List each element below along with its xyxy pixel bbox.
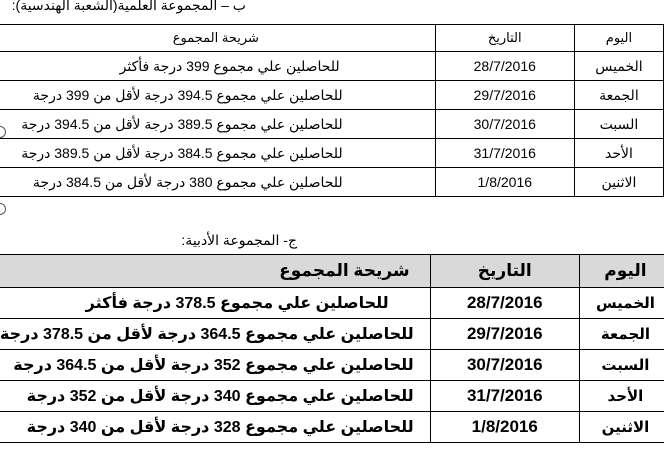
table-row: [0, 350, 664, 381]
date-cell: 29/7/2016: [435, 81, 574, 110]
date-cell: 1/8/2016: [435, 168, 574, 197]
scientific-section-heading: ب – المجموعة العلمية(الشعبة الهندسية):: [11, 0, 246, 13]
date-cell: 30/7/2016: [430, 350, 579, 381]
day-cell: الاثنين: [574, 168, 663, 197]
day-column-header: اليوم: [574, 25, 663, 52]
table-row: [0, 52, 664, 81]
date-cell: 29/7/2016: [430, 319, 579, 350]
table-header-row: [0, 255, 664, 288]
date-cell: 28/7/2016: [435, 52, 574, 81]
table-row: [0, 381, 664, 412]
date-cell: 1/8/2016: [430, 412, 579, 443]
table-row: [0, 319, 664, 350]
date-cell: 30/7/2016: [435, 110, 574, 139]
date-column-header: التاريخ: [430, 255, 579, 288]
day-cell: السبت: [574, 110, 663, 139]
range-column-header: شريحة المجموع: [0, 25, 435, 52]
table-row: [0, 412, 664, 443]
range-cell: للحاصلين علي مجموع 394.5 درجة لأقل من 399 درجة: [0, 81, 435, 110]
range-cell: للحاصلين علي مجموع 380 درجة لأقل من 384.5 درجة: [0, 168, 435, 197]
range-cell: للحاصلين علي مجموع 352 درجة لأقل من 364.5 درجة: [0, 350, 430, 381]
day-cell: الاثنين: [579, 412, 664, 443]
scientific-schedule-table: [0, 24, 664, 197]
table-header-row: [0, 25, 664, 52]
day-cell: الأحد: [579, 381, 664, 412]
range-cell: للحاصلين علي مجموع 340 درجة لأقل من 352 درجة: [0, 381, 430, 412]
range-cell: للحاصلين علي مجموع 378.5 درجة فأكثر: [0, 288, 430, 319]
literary-schedule-table: [0, 254, 664, 443]
date-cell: 31/7/2016: [430, 381, 579, 412]
day-cell: الجمعة: [579, 319, 664, 350]
date-column-header: التاريخ: [435, 25, 574, 52]
range-cell: للحاصلين علي مجموع 328 درجة لأقل من 340 درجة: [0, 412, 430, 443]
range-cell: للحاصلين علي مجموع 389.5 درجة لأقل من 394.5 درجة: [0, 110, 435, 139]
table-row: [0, 139, 664, 168]
day-cell: الجمعة: [574, 81, 663, 110]
date-cell: 31/7/2016: [435, 139, 574, 168]
day-cell: السبت: [579, 350, 664, 381]
range-column-header: شريحة المجموع: [0, 255, 430, 288]
literary-section-heading: ج- المجموعة الأدبية:: [181, 232, 297, 248]
day-column-header: اليوم: [579, 255, 664, 288]
date-cell: 28/7/2016: [430, 288, 579, 319]
day-cell: الأحد: [574, 139, 663, 168]
table-row: [0, 288, 664, 319]
binder-hole-mark: [0, 203, 6, 215]
range-cell: للحاصلين علي مجموع 399 درجة فأكثر: [0, 52, 435, 81]
range-cell: للحاصلين علي مجموع 384.5 درجة لأقل من 389.5 درجة: [0, 139, 435, 168]
day-cell: الخميس: [579, 288, 664, 319]
day-cell: الخميس: [574, 52, 663, 81]
table-row: [0, 81, 664, 110]
table-row: [0, 110, 664, 139]
table-row: [0, 168, 664, 197]
range-cell: للحاصلين علي مجموع 364.5 درجة لأقل من 378.5 درجة: [0, 319, 430, 350]
